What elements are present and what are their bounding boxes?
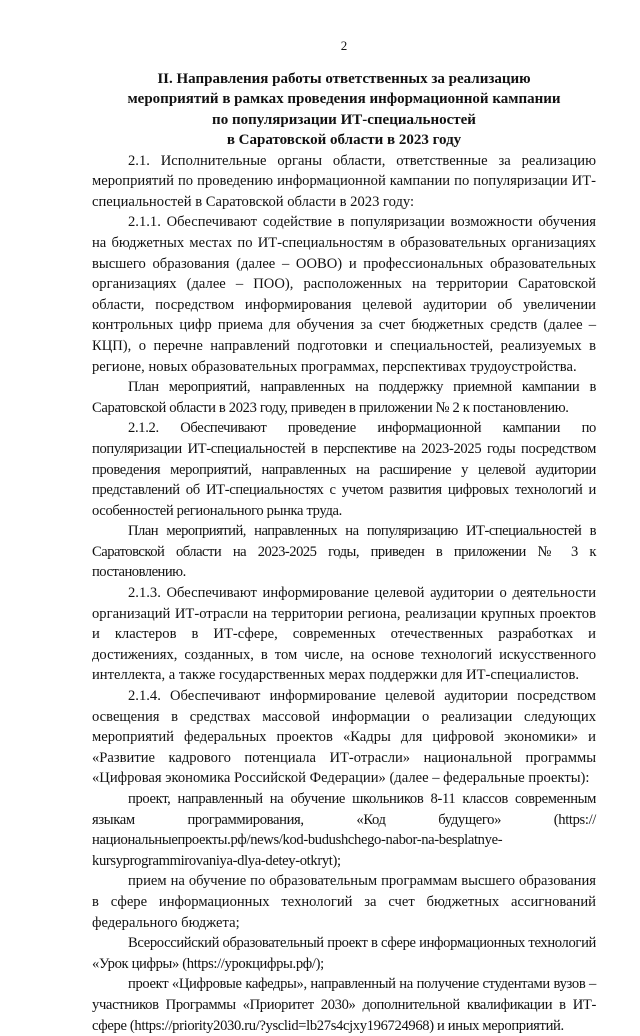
list-item-urok-tsifry: Всероссийский образовательный проект в сфере информационных технологий «Урок цифры» (https://урокцифры.рф/); — [92, 935, 596, 972]
paragraph-2-1: 2.1. Исполнительные органы области, ответственные за реализацию мероприятий по проведению информационной кампании по популяризации ИТ-специальностей в Саратовской области в 2023 году: — [92, 152, 596, 210]
heading-line: II. Направления работы ответственных за реализацию — [157, 70, 531, 87]
heading-line: мероприятий в рамках проведения информационной кампании — [127, 91, 561, 108]
heading-line: в Саратовской области в 2023 году — [226, 132, 462, 149]
paragraph-plan-appendix-3: План мероприятий, направленных на популяризацию ИТ-специальностей в Саратовской области на 2023-2025 годы, приведен в приложении № 3 к постановлению. — [92, 523, 596, 581]
list-item-kod-budushchego: проект, направленный на обучение школьников 8-11 классов современным языкам программирования, «Код будущего» (https://национальныепроекты.рф/news/kod-budushchego-nabor-na-besplatnye-kursyprogrammirovaniya-dlya-detey-otkryt); — [92, 791, 596, 869]
paragraph-plan-appendix-2: План мероприятий, направленных на поддержку приемной кампании в Саратовской области в 2023 году, приведен в приложении № 2 к постановлению. — [92, 379, 596, 416]
paragraph-2-1-1: 2.1.1. Обеспечивают содействие в популяризации возможности обучения на бюджетных местах по ИТ-специальностям в образовательных организациях высшего образования (далее – ООВО) и профессиональных образовательных организациях (далее – ПОО), расположенных на территории Саратовской области, посредством информирования целевой аудитории об увеличении контрольных цифр приема для обучения за счет бюджетных средств (далее – КЦП), о перечне направлений подготовки и специальностей, реализуемых в регионе, новых образовательных программах, перспективах трудоустройства. — [92, 214, 596, 375]
heading-line: по популяризации ИТ-специальностей — [212, 111, 476, 128]
section-heading — [92, 69, 596, 151]
paragraph-2-1-4: 2.1.4. Обеспечивают информирование целевой аудитории посредством освещения в средствах массовой информации о реализации следующих мероприятий федеральных проектов «Кадры для цифровой экономики» и «Развитие кадрового потенциала ИТ-отрасли» национальной программы «Цифровая экономика Российской Федерации» (далее – федеральные проекты): — [92, 688, 596, 787]
list-item-priem-vo: прием на обучение по образовательным программам высшего образования в сфере информационных технологий за счет бюджетных ассигнований федерального бюджета; — [92, 873, 596, 931]
list-item-tsifrovye-kafedry: проект «Цифровые кафедры», направленный на получение студентами вузов – участников Программы «Приоритет 2030» дополнительной квалификации в ИТ-сфере (https://priority2030.ru/?ysclid=lb27s4cjxy196724968) и иных мероприятий. — [92, 976, 596, 1034]
paragraph-2-1-3: 2.1.3. Обеспечивают информирование целевой аудитории о деятельности организаций ИТ-отрасли на территории региона, реализации крупных проектов и кластеров в ИТ-сфере, современных отечественных разработках и достижениях, созданных, в том числе, на основе технологий искусственного интеллекта, а также государственных мерах поддержки для ИТ-специалистов. — [92, 585, 596, 684]
paragraph-2-1-2: 2.1.2. Обеспечивают проведение информационной кампании по популяризации ИТ-специальностей в перспективе на 2023-2025 годы посредством проведения мероприятий, направленных на расширение у целевой аудитории представлений об ИТ-специальностях с учетом развития цифровых технологий и особенностей регионального рынка труда. — [92, 420, 596, 519]
page-number: 2 — [340, 38, 348, 53]
